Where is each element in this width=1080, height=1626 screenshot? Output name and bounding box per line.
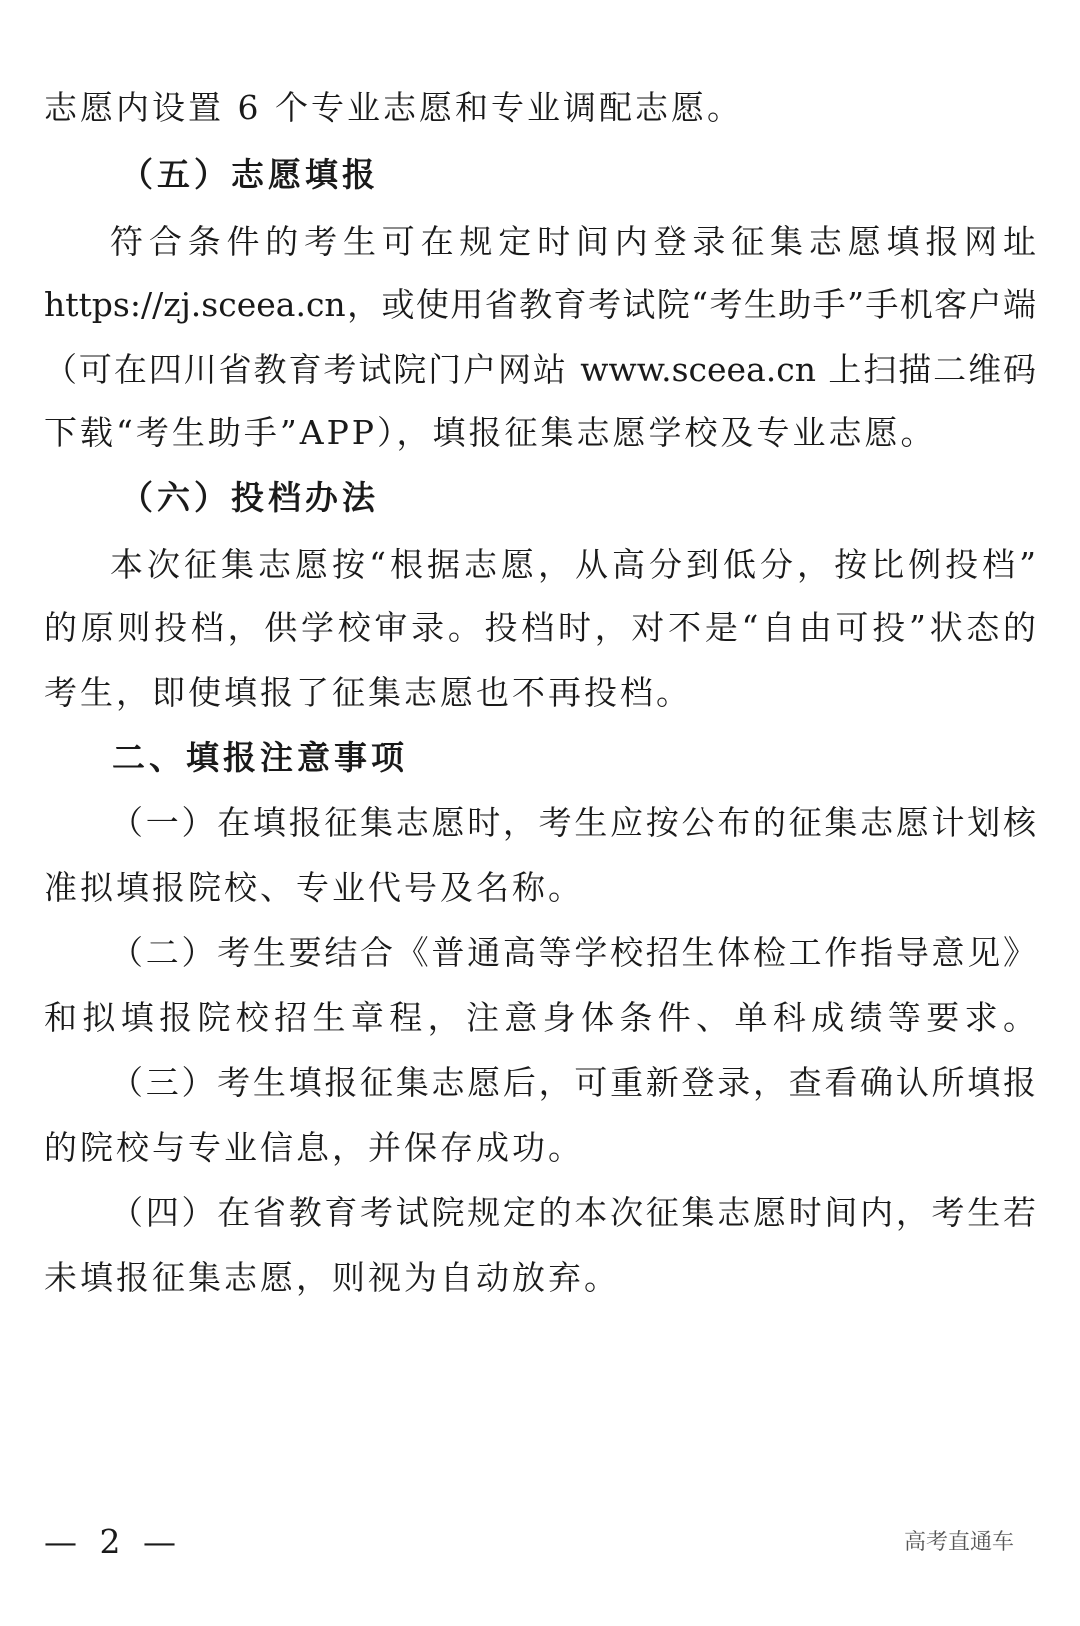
paragraph-line: 下载“考生助手”APP），填报征集志愿学校及专业志愿。 (44, 413, 937, 452)
paragraph-line: （三）考生填报征集志愿后，可重新登录，查看确认所填报 (110, 1063, 1036, 1102)
paragraph-line: （二）考生要结合《普通高等学校招生体检工作指导意见》 (110, 933, 1036, 972)
section-heading-6: （六）投档办法 (120, 478, 379, 517)
paragraph-line: 志愿内设置 6 个专业志愿和专业调配志愿。 (44, 88, 743, 127)
paragraph-line: 符合条件的考生可在规定时间内登录征集志愿填报网址 (110, 222, 1036, 261)
paragraph-line: （一）在填报征集志愿时，考生应按公布的征集志愿计划核 (110, 803, 1036, 842)
paragraph-line: （可在四川省教育考试院门户网站 www.sceea.cn 上扫描二维码 (44, 350, 1036, 389)
paragraph-line: https://zj.sceea.cn，或使用省教育考试院“考生助手”手机客户端 (44, 285, 1036, 324)
section-heading-2: 二、填报注意事项 (112, 738, 408, 777)
section-heading-5: （五）志愿填报 (120, 155, 379, 194)
paragraph-line: 准拟填报院校、专业代号及名称。 (44, 868, 584, 907)
paragraph-line: 和拟填报院校招生章程，注意身体条件、单科成绩等要求。 (44, 998, 1036, 1037)
paragraph-line: 本次征集志愿按“根据志愿，从高分到低分，按比例投档” (110, 545, 1036, 584)
page-number: — 2 — (44, 1522, 182, 1561)
paragraph-line: 考生，即使填报了征集志愿也不再投档。 (44, 673, 692, 712)
paragraph-line: 的院校与专业信息，并保存成功。 (44, 1128, 584, 1167)
paragraph-line: 的原则投档，供学校审录。投档时，对不是“自由可投”状态的 (44, 608, 1036, 647)
watermark: 高考直通车 (903, 1530, 1014, 1555)
paragraph-line: 未填报征集志愿，则视为自动放弃。 (44, 1258, 620, 1297)
paragraph-line: （四）在省教育考试院规定的本次征集志愿时间内，考生若 (110, 1193, 1036, 1232)
